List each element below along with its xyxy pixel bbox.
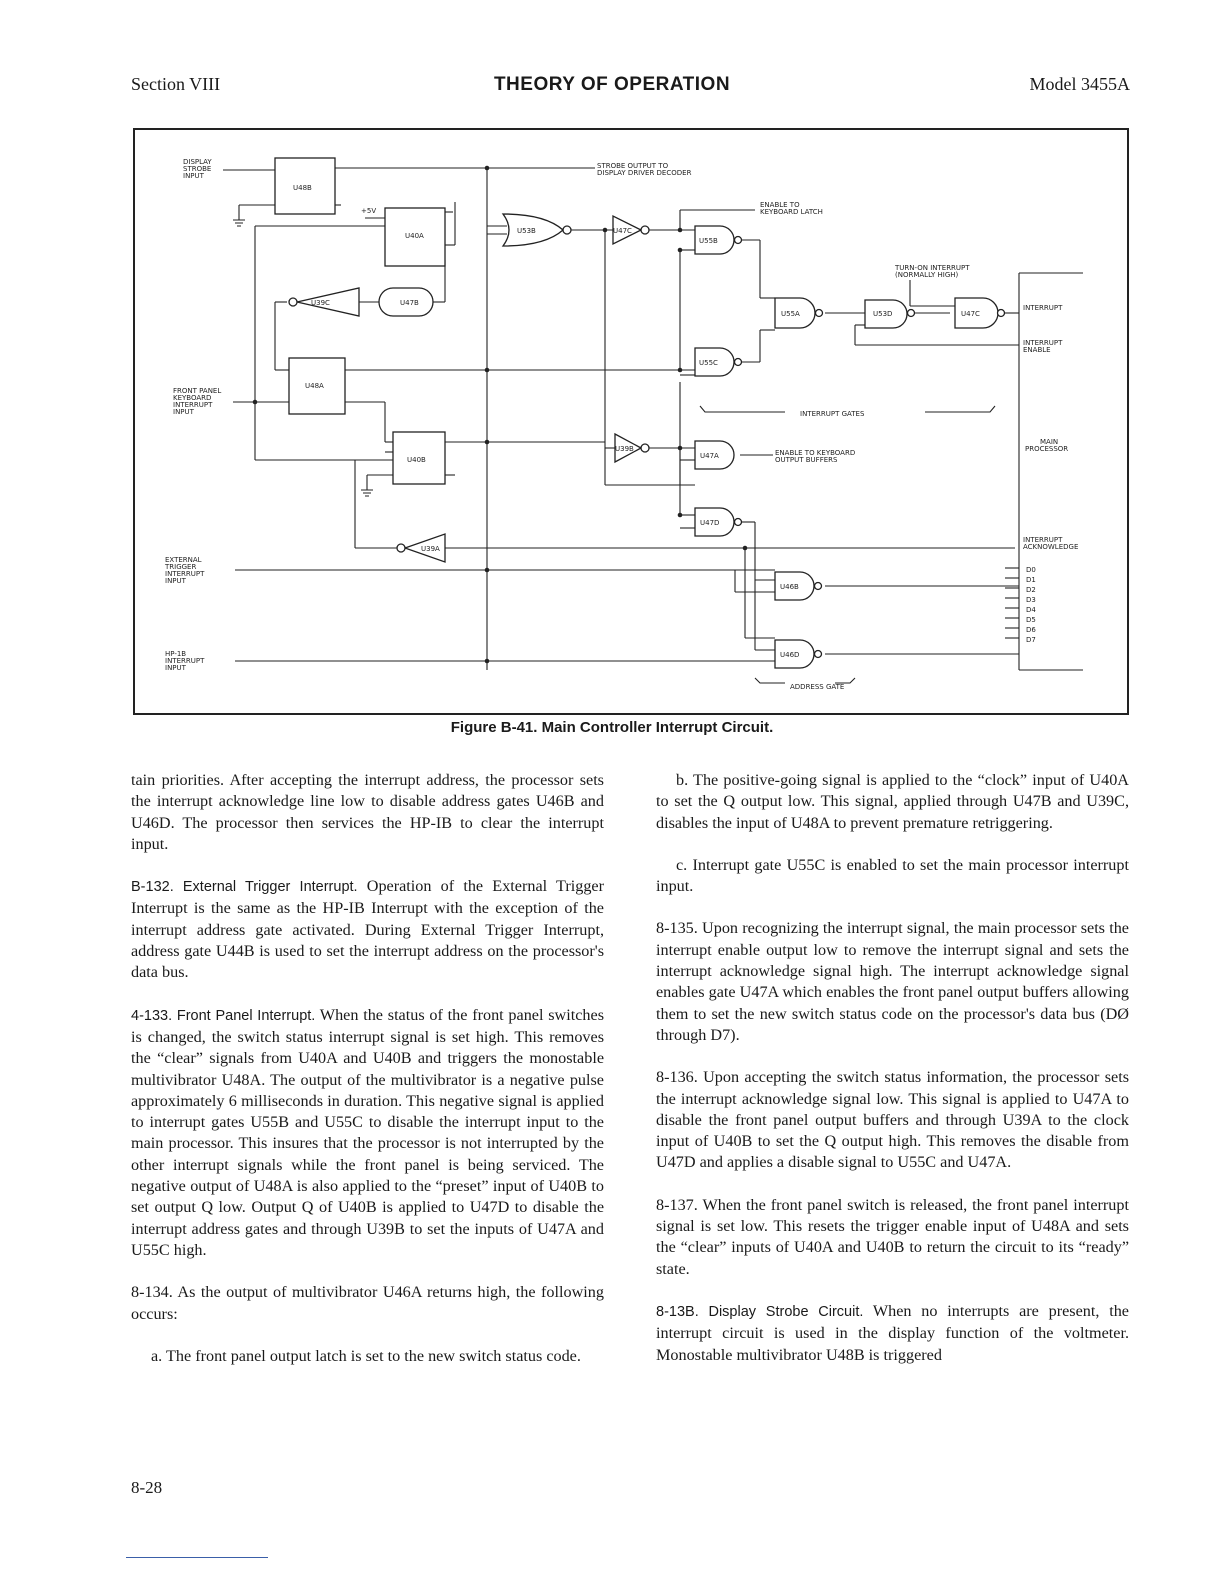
right-text-column <box>656 770 1129 1387</box>
svg-text:PROCESSOR: PROCESSOR <box>1025 445 1069 453</box>
u39a-inverter <box>397 534 445 562</box>
svg-text:U47B: U47B <box>400 299 419 307</box>
list-item-a: a. The front panel output latch is set to the new switch status code. <box>151 1346 581 1365</box>
section-label: Section VIII <box>131 74 221 94</box>
u46d-gate <box>775 640 822 668</box>
svg-text:U47D: U47D <box>700 519 720 527</box>
svg-text:HP-1B: HP-1B <box>165 650 187 658</box>
figure-caption: Figure B-41. Main Controller Interrupt Circuit. <box>450 719 774 736</box>
svg-text:INPUT: INPUT <box>183 172 204 180</box>
list-item-b: b. The positive-going signal is applied to the “clock” input of U40A to set the Q output low. This signal, applied through U47B and U39C, disables the input of U48A to prevent premature retriggering. <box>656 771 1129 832</box>
u40a-block <box>385 208 445 266</box>
d2-label: D2 <box>1026 586 1036 594</box>
svg-text:U55B: U55B <box>699 237 718 245</box>
footer-divider <box>126 1557 268 1558</box>
main-processor-block <box>1019 273 1083 670</box>
d7-label: D7 <box>1026 636 1036 644</box>
u40b-block <box>393 432 445 484</box>
paragraph-8134: 8-134. As the output of multivibrator U46A returns high, the following occurs: <box>131 1283 604 1323</box>
svg-text:INTERRUPT: INTERRUPT <box>165 570 205 578</box>
page-number: 8-28 <box>131 1478 163 1497</box>
u39c-inverter <box>289 288 359 316</box>
svg-text:INTERRUPT: INTERRUPT <box>1023 536 1063 544</box>
svg-text:TURN-ON INTERRUPT: TURN-ON INTERRUPT <box>895 264 970 272</box>
svg-text:U46B: U46B <box>780 583 799 591</box>
paragraph: tain priorities. After accepting the interrupt address, the processor sets the interrupt acknowledge line low to disable address gates U46B and U46D. The processor then services the HP-IB to clear the interrupt input. <box>131 771 604 853</box>
list-item-c: c. Interrupt gate U55C is enabled to set the main processor interrupt input. <box>656 855 1129 896</box>
svg-text:U48A: U48A <box>305 382 324 390</box>
u53b-gate <box>503 214 571 246</box>
svg-text:U39A: U39A <box>421 545 440 553</box>
strobe-output-label <box>597 162 692 177</box>
svg-text:STROBE OUTPUT TO: STROBE OUTPUT TO <box>597 162 669 170</box>
paragraph-title: B-132. External Trigger Interrupt. <box>131 879 358 896</box>
svg-text:U55A: U55A <box>781 310 800 318</box>
d4-label: D4 <box>1026 606 1036 614</box>
svg-text:ENABLE: ENABLE <box>1023 346 1051 354</box>
svg-text:ACKNOWLEDGE: ACKNOWLEDGE <box>1023 543 1079 551</box>
svg-text:INPUT: INPUT <box>165 577 186 585</box>
address-gate-label: ADDRESS GATE <box>790 683 845 691</box>
u47d-gate <box>695 508 742 536</box>
hpib-input-label <box>165 650 205 672</box>
svg-text:U53D: U53D <box>873 310 893 318</box>
svg-text:ENABLE TO: ENABLE TO <box>760 201 800 209</box>
u46b-gate <box>775 572 822 600</box>
svg-text:U53B: U53B <box>517 227 536 235</box>
paragraph-8135: 8-135. Upon recognizing the interrupt signal, the main processor sets the interrupt enable output low to remove the interrupt signal and sets the interrupt acknowledge signal high. The interrupt acknowledge signal enables gate U47A which enables the front panel output buffers allowing them to set the new switch status code on the processor's data bus (DØ through D7). <box>656 919 1129 1044</box>
svg-text:U40A: U40A <box>405 232 424 240</box>
svg-text:TRIGGER: TRIGGER <box>165 563 197 571</box>
svg-text:INTERRUPT: INTERRUPT <box>1023 339 1063 347</box>
svg-text:U48B: U48B <box>293 184 312 192</box>
interrupt-gates-label: INTERRUPT GATES <box>800 410 865 418</box>
wiring <box>223 168 1019 683</box>
u48a-block <box>289 358 345 414</box>
plus5v-label: +5V <box>361 207 377 215</box>
u47c2-gate <box>955 298 1005 328</box>
u47c-inverter <box>613 216 649 244</box>
svg-text:INPUT: INPUT <box>165 664 186 672</box>
svg-text:FRONT PANEL: FRONT PANEL <box>173 387 222 395</box>
u48b-block <box>275 158 335 214</box>
svg-text:INTERRUPT: INTERRUPT <box>165 657 205 665</box>
u47a-gate <box>695 441 734 469</box>
paragraph-813b: 8-13B. Display Strobe Circuit. When no interrupts are present, the interrupt circuit is used in the display function of the voltmeter. Monostable multivibrator U48B is triggered <box>656 1301 1129 1364</box>
u47b-gate <box>379 288 433 316</box>
svg-text:DISPLAY DRIVER DECODER: DISPLAY DRIVER DECODER <box>597 169 692 177</box>
paragraph-title: 8-13B. Display Strobe Circuit. <box>656 1303 864 1320</box>
svg-text:U47C: U47C <box>961 310 980 318</box>
svg-text:ENABLE TO KEYBOARD: ENABLE TO KEYBOARD <box>775 449 856 457</box>
u39b-inverter <box>615 434 649 462</box>
svg-text:MAIN: MAIN <box>1040 438 1059 446</box>
model-label: Model 3455A <box>1029 74 1130 94</box>
external-trigger-input-label <box>164 556 205 585</box>
svg-text:U39B: U39B <box>615 445 634 453</box>
enable-keyboard-output-label <box>775 449 855 464</box>
d6-label: D6 <box>1026 626 1036 634</box>
svg-text:KEYBOARD LATCH: KEYBOARD LATCH <box>760 208 823 216</box>
svg-text:U46D: U46D <box>780 651 800 659</box>
page-title: THEORY OF OPERATION <box>493 74 731 95</box>
interrupt-circuit-schematic <box>135 130 1131 717</box>
enable-keyboard-latch-label <box>760 201 823 216</box>
paragraph-title: 4-133. Front Panel Interrupt. <box>131 1007 316 1024</box>
svg-text:INTERRUPT: INTERRUPT <box>1023 304 1063 312</box>
d0-label: D0 <box>1026 566 1036 574</box>
svg-text:U39C: U39C <box>311 299 330 307</box>
svg-text:INTERRUPT: INTERRUPT <box>173 401 213 409</box>
schematic-figure <box>133 128 1129 715</box>
paragraph-8136: 8-136. Upon accepting the switch status information, the processor sets the interrupt acknowledge signal low. This signal is applied to U47A to disable the front panel output buffers and through U39A to the clock input of U40B to set the Q output high. This removes the disable from U47D and applies a disable signal to U55C and U47A. <box>656 1068 1129 1172</box>
u55b-gate <box>695 226 742 254</box>
display-strobe-input-label <box>183 158 212 180</box>
d5-label: D5 <box>1026 616 1036 624</box>
svg-text:(NORMALLY HIGH): (NORMALLY HIGH) <box>895 271 959 279</box>
svg-text:INPUT: INPUT <box>173 408 194 416</box>
svg-text:STROBE: STROBE <box>183 165 212 173</box>
svg-text:U40B: U40B <box>407 456 426 464</box>
turn-on-interrupt-label <box>894 264 970 279</box>
d1-label: D1 <box>1026 576 1036 584</box>
svg-text:DISPLAY: DISPLAY <box>183 158 212 166</box>
u55c-gate <box>695 348 742 376</box>
u55a-gate <box>775 298 823 328</box>
svg-text:EXTERNAL: EXTERNAL <box>165 556 202 564</box>
paragraph-4133: 4-133. Front Panel Interrupt. When the status of the front panel switches is changed, the switch status interrupt signal is set high. This removes the “clear” signals from U40A and U40B and triggers the monostable multivibrator U48A. The output of the multivibrator is a negative pulse approximately 6 milliseconds in duration. This negative signal is applied to interrupt gates U55B and U55C to disable the interrupt input to the main processor. This insures that the processor is not interrupted by the other interrupt signals while the front panel is being serviced. The negative output of U48A is also applied to the “preset” input of U40B to set output Q low. Output Q of U40B is applied to U47D to disable the interrupt address gates and through U39B to set the inputs of U47A and U55C high. <box>131 1005 604 1259</box>
d3-label: D3 <box>1026 596 1036 604</box>
svg-text:U55C: U55C <box>699 359 718 367</box>
paragraph-8137: 8-137. When the front panel switch is released, the front panel interrupt signal is set low. This resets the trigger enable input of U48A and sets the “clear” inputs of U40A and U40B to return the circuit to its “ready” state. <box>656 1195 1129 1278</box>
svg-text:U47C: U47C <box>613 227 632 235</box>
front-panel-input-label <box>173 387 221 416</box>
left-text-column <box>131 770 604 1388</box>
svg-text:OUTPUT BUFFERS: OUTPUT BUFFERS <box>775 456 838 464</box>
svg-text:U47A: U47A <box>700 452 719 460</box>
svg-text:KEYBOARD: KEYBOARD <box>173 394 212 402</box>
u53d-gate <box>865 300 915 328</box>
paragraph-b132: B-132. External Trigger Interrupt. Operation of the External Trigger Interrupt is the same as the HP-IB Interrupt with the exception of the interrupt address gate activated. During External Trigger Interrupt, address gate U44B is used to set the interrupt address on the processor's data bus. <box>131 877 604 982</box>
